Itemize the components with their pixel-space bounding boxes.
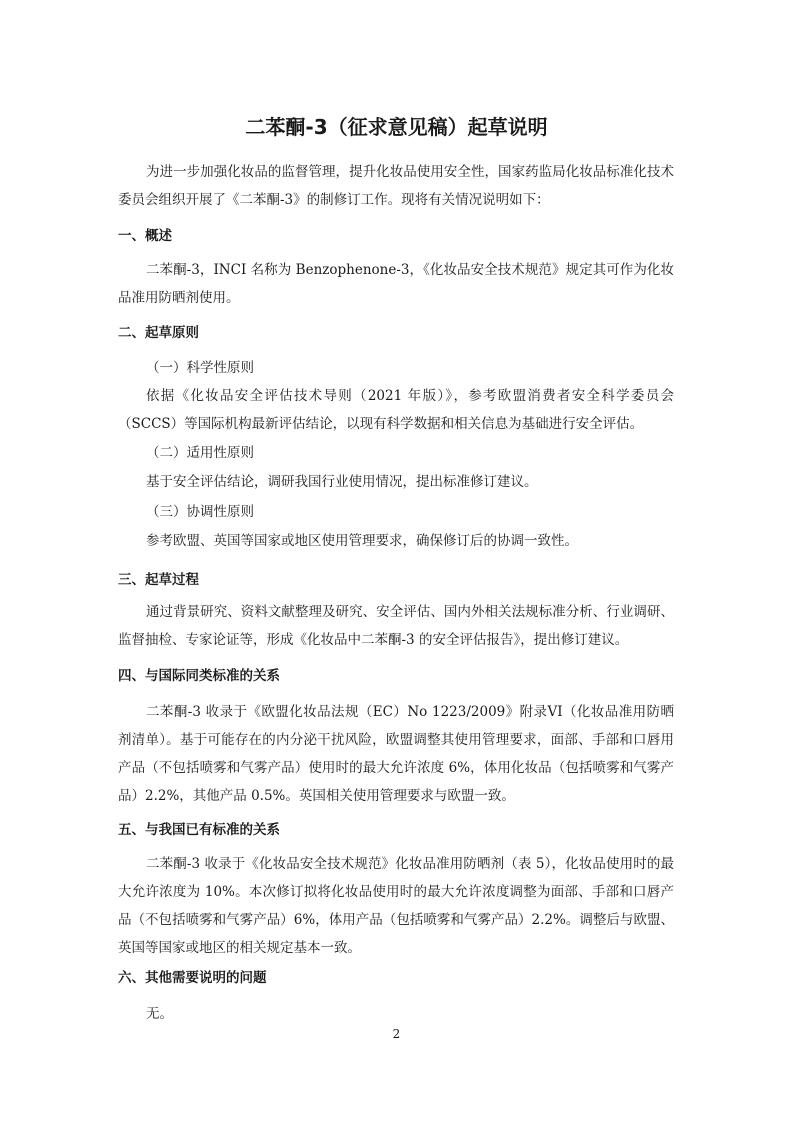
principle-2-text: 基于安全评估结论，调研我国行业使用情况，提出标准修订建议。 xyxy=(146,474,538,490)
section-domestic-text: 二苯酮-3 收录于《化妆品安全技术规范》化妆品准用防晒剂（表 5），化妆品使用时的最大允许浓度为 10%。本次修订拟将化妆品使用时的最大允许浓度调整为面部、手部和口唇产品（不包括喷雾和气雾产品）6%，体用产品（包括喷雾和气雾产品）2.2%。调整后与欧盟、英国等国家或地区的相关规定基本一致。 xyxy=(118,856,674,956)
section-domestic-heading: 五、与我国已有标准的关系 xyxy=(118,822,280,838)
section-overview-heading: 一、概述 xyxy=(118,228,172,244)
section-other-heading: 六、其他需要说明的问题 xyxy=(118,970,267,986)
principle-2-label: （二）适用性原则 xyxy=(146,445,254,461)
page-number: 2 xyxy=(392,1027,401,1041)
section-process-heading: 三、起草过程 xyxy=(118,572,199,588)
section-international-heading: 四、与国际同类标准的关系 xyxy=(118,668,280,684)
principle-1-label: （一）科学性原则 xyxy=(146,360,254,376)
document-title: 二苯酮-3（征求意见稿）起草说明 xyxy=(245,115,548,139)
section-other-text: 无。 xyxy=(146,1006,173,1022)
principle-3-text: 参考欧盟、英国等国家或地区使用管理要求，确保修订后的协调一致性。 xyxy=(146,533,578,549)
section-principles-heading: 二、起草原则 xyxy=(118,325,199,341)
section-overview-text: 二苯酮-3，INCI 名称为 Benzophenone-3，《化妆品安全技术规范》规定其可作为化妆品准用防晒剂使用。 xyxy=(118,262,674,306)
section-international-text: 二苯酮-3 收录于《欧盟化妆品法规（EC）No 1223/2009》附录VI（化妆品准用防晒剂清单）。基于可能存在的内分泌干扰风险，欧盟调整其使用管理要求，面部、手部和口唇用产品（不包括喷雾和气雾产品）使用时的最大允许浓度 6%，体用化妆品（包括喷雾和气雾产品）2.2%，其他产品 0.5%。英国相关使用管理要求与欧盟一致。 xyxy=(118,704,674,804)
intro-paragraph: 为进一步加强化妆品的监督管理，提升化妆品使用安全性，国家药监局化妆品标准化技术委员会组织开展了《二苯酮-3》的制修订工作。现将有关情况说明如下： xyxy=(118,164,674,208)
principle-1-text: 依据《化妆品安全评估技术导则（2021 年版）》，参考欧盟消费者安全科学委员会（SCCS）等国际机构最新评估结论，以现有科学数据和相关信息为基础进行安全评估。 xyxy=(118,388,674,432)
section-process-text: 通过背景研究、资料文献整理及研究、安全评估、国内外相关法规标准分析、行业调研、监督抽检、专家论证等，形成《化妆品中二苯酮-3 的安全评估报告》，提出修订建议。 xyxy=(118,604,674,648)
principle-3-label: （三）协调性原则 xyxy=(146,504,254,520)
